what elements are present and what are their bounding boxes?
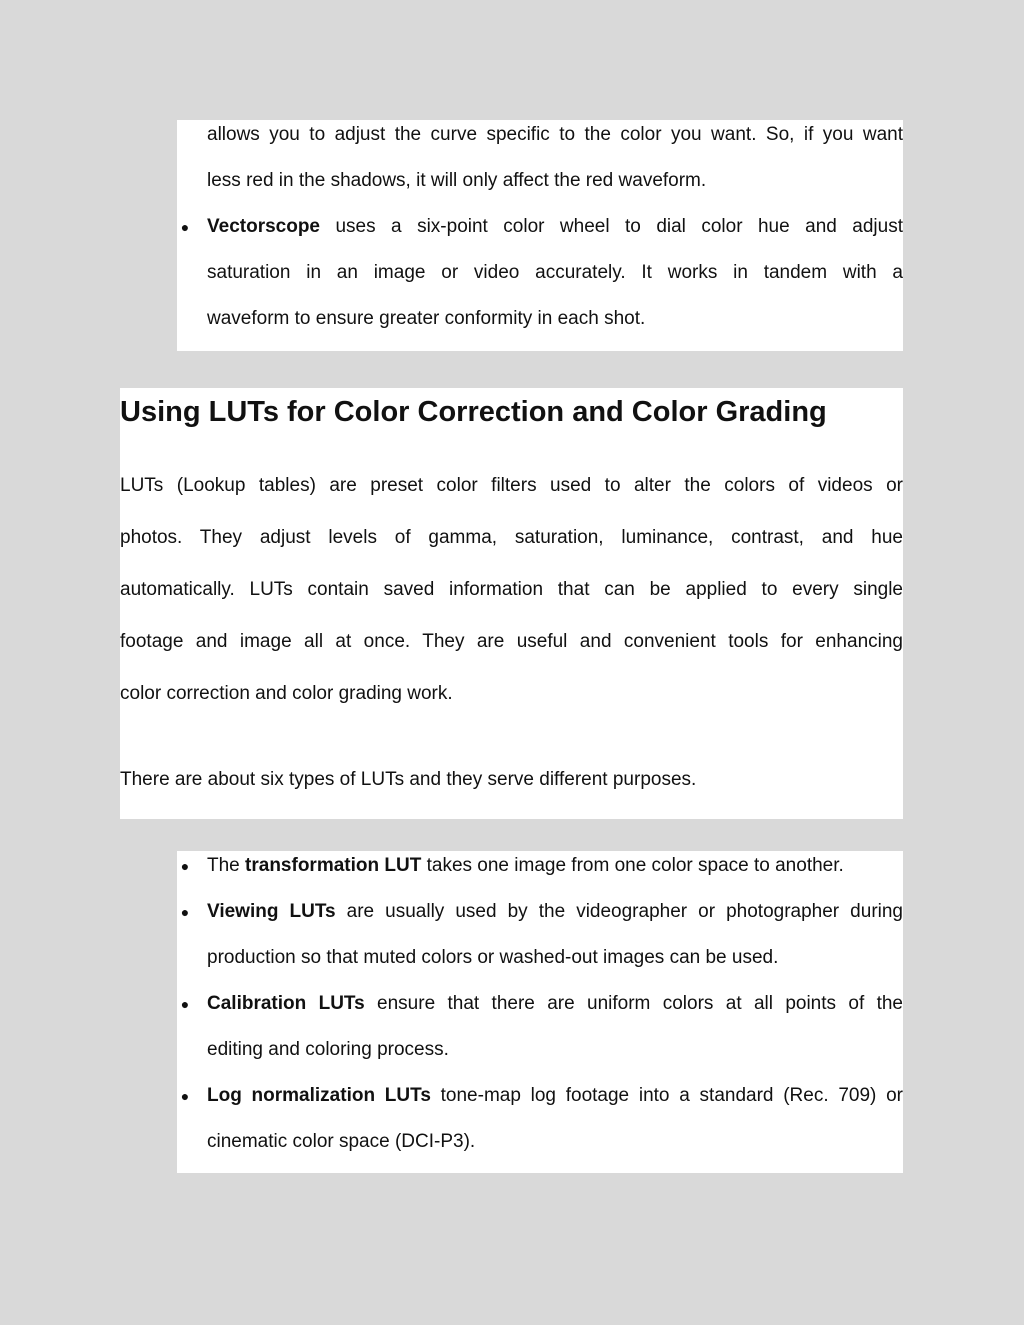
list-item-transformation <box>207 854 844 878</box>
closing-sentence: There are about six types of LUTs and they serve different purposes. <box>120 769 697 790</box>
luts-section <box>120 388 903 819</box>
term-label: Log normalization LUTs <box>207 1085 431 1106</box>
text-line: production so that muted colors or washed-out images can be used. <box>207 947 779 968</box>
text-line: saturation in an image or video accurately. It works in tandem with a <box>207 262 903 283</box>
text-line: editing and coloring process. <box>207 1039 449 1060</box>
term-label: Viewing LUTs <box>207 901 336 922</box>
section-heading: Using LUTs for Color Correction and Color Grading <box>120 396 827 428</box>
text-span: are usually used by the videographer or photographer during <box>346 901 904 922</box>
text-line: allows you to adjust the curve specific to the color you want. So, if you want <box>207 124 903 145</box>
bullet-icon: ● <box>180 219 190 235</box>
paragraph-line: color correction and color grading work. <box>120 683 453 704</box>
bullet-icon: ● <box>180 1088 190 1104</box>
list-item-vectorscope <box>207 215 903 239</box>
term-label: Calibration LUTs <box>207 993 365 1014</box>
bullet-icon: ● <box>180 858 190 874</box>
paragraph-line: photos. They adjust levels of gamma, saturation, luminance, contrast, and hue <box>120 527 903 548</box>
top-text-block <box>177 120 903 351</box>
term-label: transformation LUT <box>245 855 422 876</box>
bullet-icon: ● <box>180 904 190 920</box>
list-item-log-normalization <box>207 1084 903 1108</box>
text-span: uses a six-point color wheel to dial color hue and adjust <box>335 216 903 237</box>
text-line: waveform to ensure greater conformity in each shot. <box>207 308 646 329</box>
paragraph-line: LUTs (Lookup tables) are preset color filters used to alter the colors of videos or <box>120 475 903 496</box>
text-span: tone-map log footage into a standard (Rec. 709) or <box>440 1085 904 1106</box>
list-item-calibration <box>207 992 903 1016</box>
bullet-icon: ● <box>180 996 190 1012</box>
term-label: Vectorscope <box>207 216 320 237</box>
paragraph-line: automatically. LUTs contain saved information that can be applied to every single <box>120 579 903 600</box>
text-span: takes one image from one color space to another. <box>426 855 844 876</box>
text-span: ensure that there are uniform colors at all points of the <box>377 993 903 1014</box>
text-span: The <box>207 855 240 876</box>
text-line: cinematic color space (DCI-P3). <box>207 1131 476 1152</box>
lut-types-list <box>177 851 903 1173</box>
text-line: less red in the shadows, it will only affect the red waveform. <box>207 170 707 191</box>
paragraph-line: footage and image all at once. They are useful and convenient tools for enhancing <box>120 631 903 652</box>
list-item-viewing <box>207 900 903 924</box>
